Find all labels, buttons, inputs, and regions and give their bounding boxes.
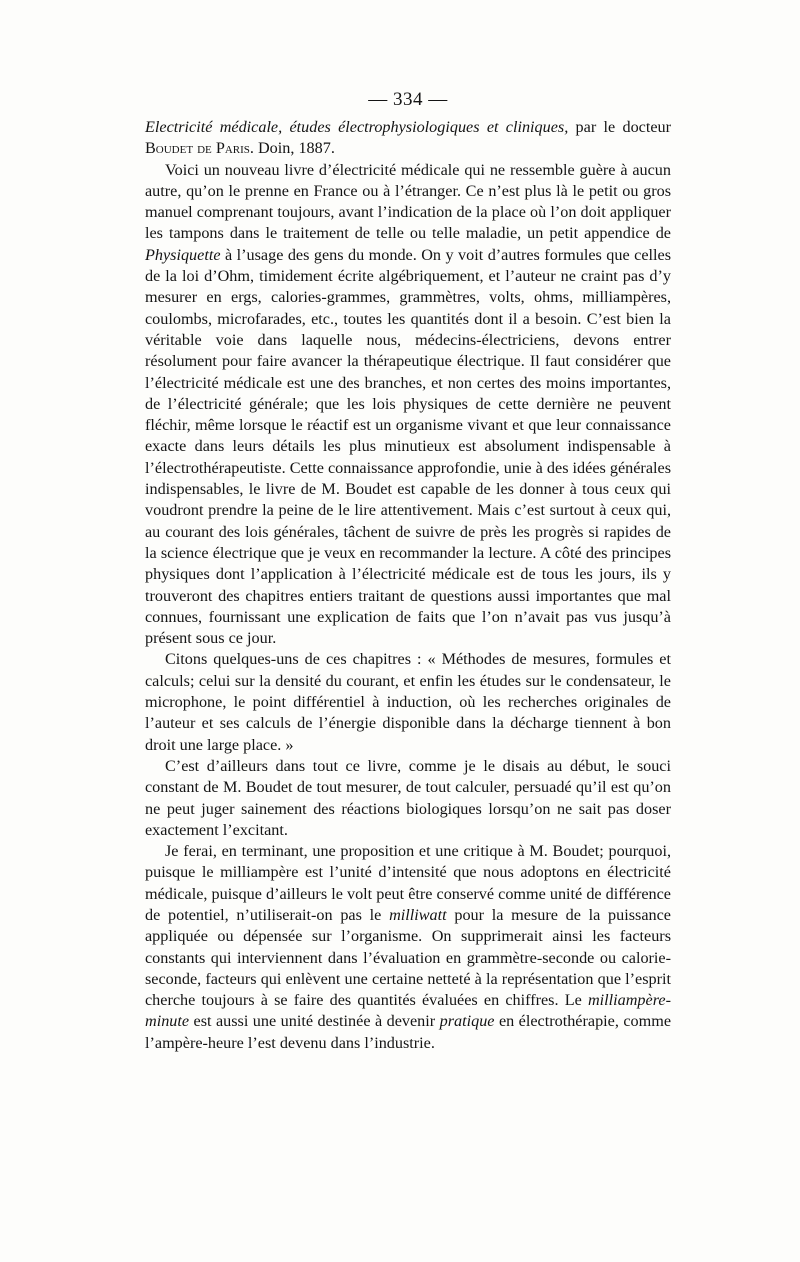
paragraph	[145, 160, 671, 650]
paragraph	[145, 756, 671, 841]
paragraph-text: pour la mesure de la puissance appliquée ou dépensée sur l’organisme. On supprimerait ainsi les facteurs constants qui interviennent dans l’évaluation en grammètre-seconde ou calorie-seconde, facteurs qui enlèvent une certaine netteté à la représentation que l’esprit cherche toujours à se faire des quantités évaluées en chiffres. Le	[145, 905, 671, 1010]
italic-term: Physiquette	[145, 245, 221, 264]
paragraph-text: C’est d’ailleurs dans tout ce livre, comme je le disais au début, le souci constant de M. Boudet de tout mesurer, de tout calculer, persuadé qu’il est qu’on ne peut juger sainement des réactions biologiques lorsqu’on ne sait pas doser exactement l’excitant.	[145, 756, 671, 839]
paragraph	[145, 841, 671, 1054]
body-paragraphs	[145, 160, 671, 1054]
text-column	[145, 88, 671, 1054]
paragraph-text: Voici un nouveau livre d’électricité médicale qui ne ressemble guère à aucun autre, qu’on le prenne en France ou à l’étranger. Ce n’est plus là le petit ou gros manuel comprenant toujours, avant l’indication de la place où l’on doit appliquer les tampons dans le traitement de telle ou telle maladie, un petit appendice de	[145, 160, 671, 243]
italic-term: milliwatt	[389, 905, 447, 924]
italic-term: pratique	[439, 1012, 495, 1031]
paragraph-text: Je ferai, en terminant, une proposition et une critique à M. Boudet; pourquoi, puisque le milliampère est l’unité d’intensité que nous adoptons en électricité médicale, puisque d’ailleurs le volt peut être conservé comme unité de différence de potentiel, n’utiliserait-on pas le	[145, 842, 671, 924]
citation-by: par le docteur	[568, 118, 672, 136]
paragraph-text: est aussi une unité destinée à devenir	[189, 1012, 440, 1031]
book-title: Electricité médicale, études électrophysiologiques et cliniques,	[145, 118, 569, 136]
paragraph-text: à l’usage des gens du monde. On y voit d’autres formules que celles de la loi d’Ohm, timidement écrite algébriquement, et l’auteur ne craint pas d’y mesurer en ergs, calories-grammes, grammètres, volts, ohms, milliampères, coulombs, microfarades, etc., toutes les quantités dont il a besoin. C’est bien la véritable voie dans laquelle nous, médecins-électriciens, devons entrer résolument pour faire avancer la thérapeutique électrique. Il faut considérer que l’électricité médicale est une des branches, et non certes des moins importantes, de l’électricité générale; que les lois physiques de cette dernière ne peuvent fléchir, même lorsque le réactif est un organisme vivant et que leur connaissance exacte dans leurs détails les plus minutieux est absolument indispensable à l’électrothérapeutiste. Cette connaissance approfondie, unie à des idées générales indispensables, le livre de M. Boudet est capable de les donner à tous ceux qui voudront prendre la peine de le lire attentivement. Mais c’est surtout à ceux qui, au courant des lois générales, tâchent de suivre de près les progrès si rapides de la science électrique que je veux en recommander la lecture. A côté des principes physiques dont l’application à l’électricité médicale est de tous les jours, ils y trouveront des chapitres entiers traitant de questions aussi importantes que mal connues, fournissant une explication de faits que l’on n’avait pas vus jusqu’à présent sous ce jour.	[145, 245, 671, 648]
paragraph-text: Citons quelques-uns de ces chapitres : « Méthodes de mesures, formules et calculs; celui sur la densité du courant, et enfin les études sur le condensateur, le microphone, le point différentiel à induction, où les recherches originales de l’auteur et ses calculs de l’énergie disponible dans la décharge tiennent à bon droit une large place. »	[145, 650, 671, 754]
page-number: — 334 —	[368, 89, 448, 110]
italic-term: milliampère-minute	[145, 991, 671, 1031]
paragraph-text: en électrothérapie, comme l’ampère-heure l’est devenu dans l’industrie.	[145, 1012, 672, 1052]
citation-paragraph	[145, 117, 671, 160]
publisher-info: . Doin, 1887.	[249, 139, 335, 158]
paragraph	[145, 649, 671, 755]
author-name: Boudet de Paris	[145, 139, 250, 158]
